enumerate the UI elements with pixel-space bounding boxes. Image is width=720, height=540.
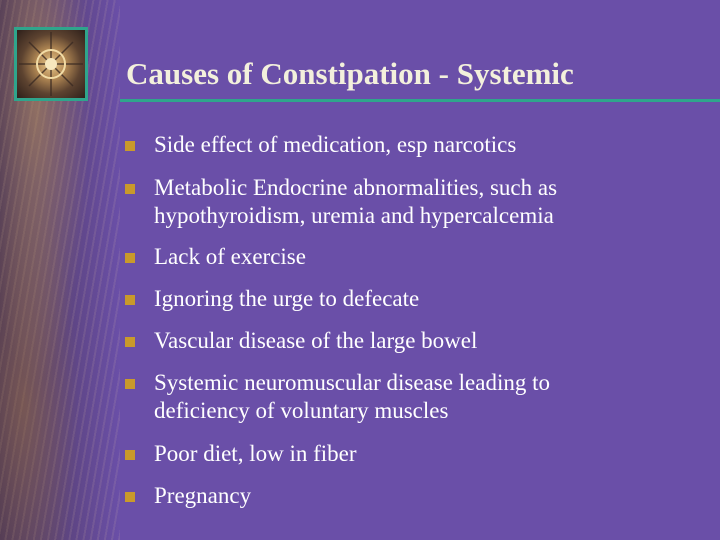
- bullet-text: Metabolic Endocrine abnormalities, such as: [154, 175, 558, 200]
- bullet-text: Side effect of medication, esp narcotics: [154, 132, 517, 157]
- square-bullet-icon: [125, 450, 135, 460]
- square-bullet-icon: [125, 141, 135, 151]
- bullet-text: Pregnancy: [154, 483, 252, 508]
- square-bullet-icon: [125, 184, 135, 194]
- bullet-text: Lack of exercise: [154, 244, 306, 269]
- ornamental-medallion-icon: [14, 27, 88, 101]
- square-bullet-icon: [125, 337, 135, 347]
- square-bullet-icon: [125, 253, 135, 263]
- title-underline: [120, 99, 720, 102]
- bullet-text-continuation: deficiency of voluntary muscles: [154, 398, 449, 423]
- bullet-text: Vascular disease of the large bowel: [154, 328, 478, 353]
- bullet-text: Poor diet, low in fiber: [154, 441, 357, 466]
- bullet-text: Systemic neuromuscular disease leading to: [154, 370, 551, 395]
- slide-title: Causes of Constipation - Systemic: [126, 56, 574, 91]
- bullet-text-continuation: hypothyroidism, uremia and hypercalcemia: [154, 203, 554, 228]
- square-bullet-icon: [125, 492, 135, 502]
- bullet-text: Ignoring the urge to defecate: [154, 286, 420, 311]
- square-bullet-icon: [125, 295, 135, 305]
- square-bullet-icon: [125, 379, 135, 389]
